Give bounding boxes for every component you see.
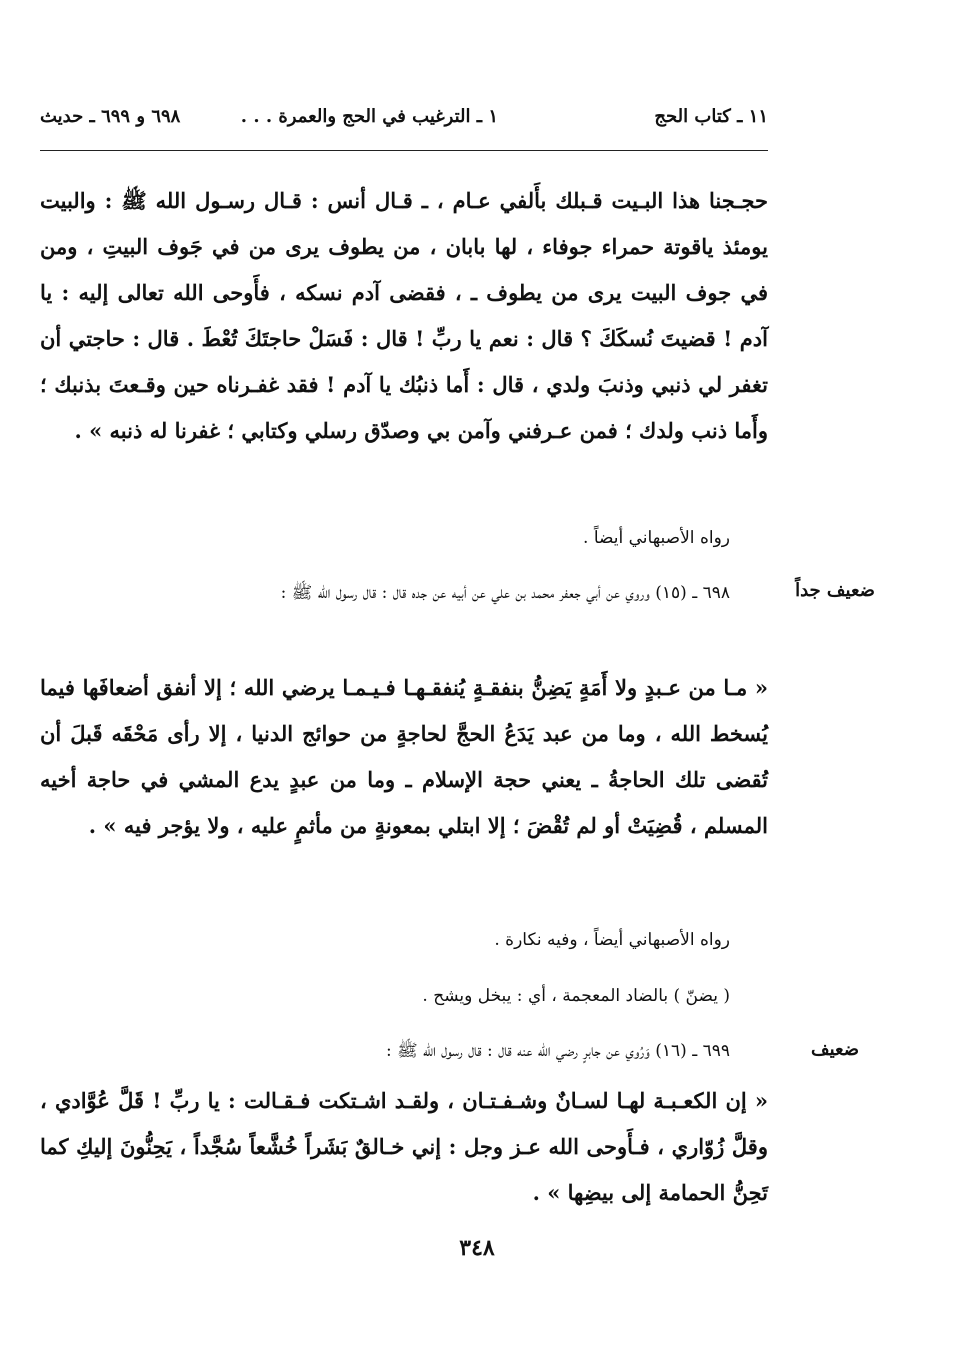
section-title: ١ ـ الترغيب في الحج والعمرة . . . — [240, 106, 498, 127]
chapter-title: ١١ ـ كتاب الحج — [654, 106, 768, 127]
page-number: ٣٤٨ — [459, 1235, 495, 1261]
grade-label: ضعيف — [810, 1039, 860, 1060]
hadith-699-text: « إن الكعـبـة لهـا لسـانٌ وشـفـتـان ، ولقـد اشـتكت فـقـالت : يا ربِّ ! قَلَّ عُوَّادي ، وقلَّ زُوّاري ، فـأَوحى الله عـز وجل : إني خـالقٌ بَشَراً خُشَّعاً سُجَّداً ، يَحِنُّونَ إليكِ كما تَحِنُّ الحمامة إلى بيضِها » . — [40, 1088, 768, 1205]
hadith-range: ٦٩٨ و ٦٩٩ ـ حديث — [40, 106, 181, 127]
hadith-698-narration: رواه الأصبهاني أيضاً ، وفيه نكارة . — [494, 930, 730, 950]
hadith-699-isnad: ٦٩٩ ـ (١٦) وَرُوي عن جابرٍ رضي الله عنه قال : قال رسول الله ﷺ : — [385, 1041, 730, 1061]
grade-label: ضعيف جداً — [795, 580, 875, 601]
hadith-698-text: « مـا من عـبدٍ ولا أَمَةٍ يَضِنُّ بنفقـةٍ يُنفقـهـا فـيـمـا يرضي الله ؛ إلا أنفق أضعافَها فيما يُسخط الله ، وما من عبد يَدَعُ الحجَّ لحاجةٍ من حوائج الدنيا ، إلا رأى مَحْقَه قَبلَ أن تُقضى تلك الحاجةُ ـ يعني حجة الإسلام ـ وما من عبدٍ يدع المشي في حاجة أخيه المسلم ، قُضِيَتْ أو لم تُقْضَ ؛ إلا ابتلي بمعونةٍ من مأثمٍ عليه ، ولا يؤجر فيه » . — [40, 675, 768, 838]
continued-hadith-text: حجـجنا هذا البـيت قـبلك بأَلفي عـام ، ـ قـال أنس : قـال رسـول الله ﷺ : والبيت يومئذ ياقوتة حمراء جوفاء ، لها بابان ، من يطوف يرى من في جَوف البيتِ ، ومن في جوف البيت يرى من يطوف ـ ، فقضى آدم نسكه ، فأَوحى الله تعالى إليه : يا آدم ! قضيتَ نُسكَكَ ؟ قال : نعم يا ربِّ ! قال : فَسَلْ حاجتَكَ تُعْطَ . قال : حاجتي أن تغفر لي ذنبي وذنبَ ولدي ، قال : أَما ذنبُك يا آدم ! فقد غفـرناه حين وقـعتَ بذنبك ؛ وأَما ذنب ولدك ؛ فمن عـرفني وآمن بي وصدّق رسلي وكتابي ؛ غفرنا له ذنبه » . — [40, 188, 768, 443]
hadith-698-isnad: ٦٩٨ ـ (١٥) وروي عن أبي جعفر محمد بن علي عن أبيه عن جده قال : قال رسول الله ﷺ : — [280, 583, 730, 603]
hadith-698-note: ( يضنّ ) بالضاد المعجمة ، أي : يبخل ويشح . — [422, 986, 730, 1006]
narration-line: رواه الأصبهاني أيضاً . — [583, 528, 730, 548]
running-header — [40, 100, 768, 136]
header-divider — [40, 150, 768, 151]
